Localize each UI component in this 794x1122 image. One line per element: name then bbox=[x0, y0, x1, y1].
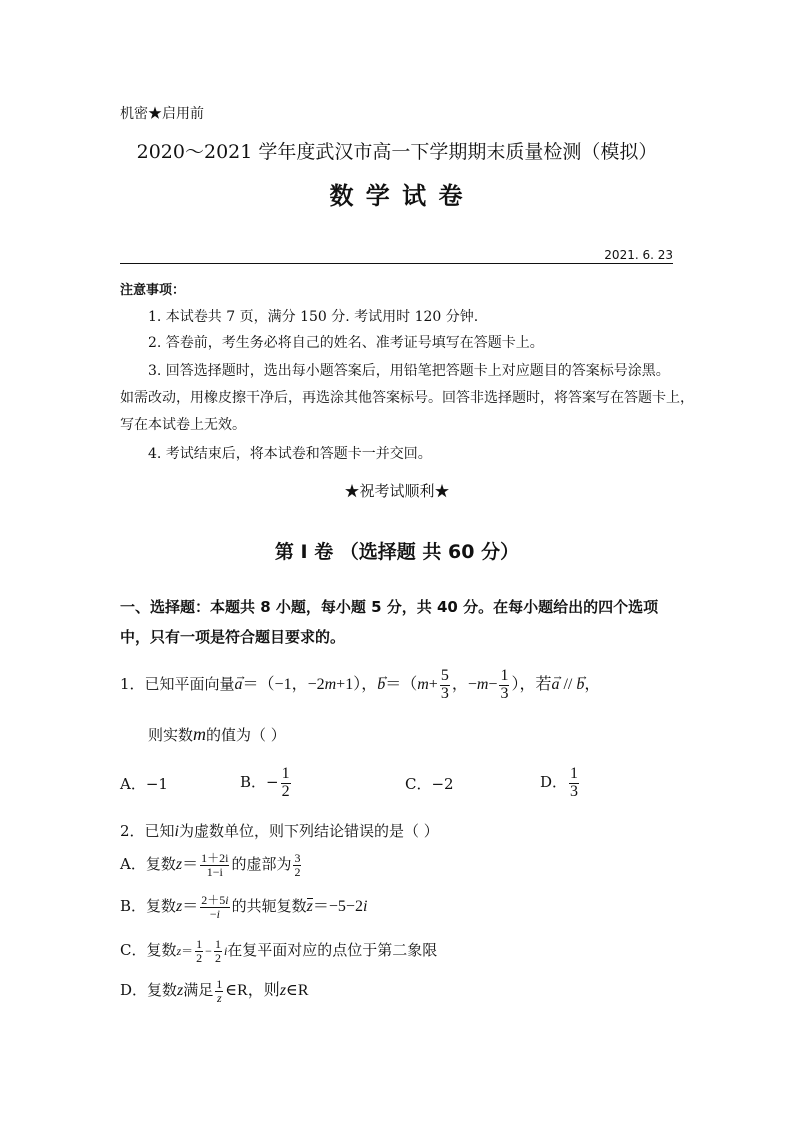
exam-date: 2021. 6. 23 bbox=[604, 248, 673, 262]
numerator bbox=[200, 894, 229, 907]
denominator: 3 bbox=[500, 684, 509, 702]
denominator: 2 bbox=[196, 950, 203, 965]
denominator: 3 bbox=[570, 782, 579, 800]
vector-b-open: ＝（ bbox=[385, 676, 418, 693]
section-instruction: 一、选择题：本题共 8 小题，每小题 5 分，共 40 分。在每小题给出的四个选项 bbox=[120, 598, 659, 616]
fraction-1-z bbox=[215, 978, 223, 1004]
var-z: z bbox=[175, 856, 183, 873]
q2-option-b bbox=[120, 886, 367, 927]
note-item-3-end: 写在本试卷上无效。 bbox=[120, 417, 246, 433]
fraction-expr bbox=[200, 894, 229, 920]
var-i: i bbox=[216, 906, 221, 921]
numerator: 1 bbox=[281, 764, 290, 782]
plus-sign: + bbox=[428, 676, 438, 693]
denominator: z bbox=[216, 990, 222, 1005]
option-label: D．复数 bbox=[120, 981, 178, 999]
var-z: z bbox=[177, 982, 184, 999]
membership-text: ∈R，则 bbox=[225, 982, 280, 999]
numerator: 1 bbox=[570, 764, 579, 782]
note-item-1: 1. 本试卷共 7 页，满分 150 分. 考试用时 120 分钟. bbox=[148, 309, 479, 325]
vector-a: → a bbox=[235, 663, 243, 707]
note-item-4: 4. 考试结束后，将本试卷和答题卡一并交回。 bbox=[148, 446, 432, 462]
separator: ，− bbox=[451, 676, 477, 693]
q2-option-d bbox=[120, 970, 309, 1011]
fraction-expr bbox=[200, 852, 229, 878]
q1-option-c: C．−2 bbox=[405, 775, 454, 793]
note-item-2: 2. 答卷前，考生务必将自己的姓名、准考证号填写在答题卡上。 bbox=[148, 335, 544, 351]
equals: ＝ bbox=[182, 856, 199, 873]
numerator: 5 bbox=[440, 667, 449, 685]
denominator bbox=[200, 907, 229, 921]
q2-prefix: 2．已知 bbox=[120, 822, 175, 840]
numerator: 1 bbox=[214, 936, 221, 951]
denominator-text: − bbox=[209, 906, 217, 921]
option-text: 在复平面对应的点位于第二象限 bbox=[227, 941, 438, 959]
denominator: 1−i bbox=[200, 865, 229, 879]
numerator-text: 2＋5 bbox=[201, 892, 226, 907]
var-z: z bbox=[176, 898, 183, 915]
note-item-3-cont: 如需改动，用橡皮擦干净后，再选涂其他答案标号。回答非选择题时，将答案写在答题卡上， bbox=[120, 390, 694, 406]
section-instruction-cont: 中，只有一项是符合题目要求的。 bbox=[120, 628, 346, 646]
fraction-5-3 bbox=[440, 668, 450, 703]
var-i: i bbox=[174, 823, 179, 840]
q2-option-c bbox=[120, 930, 437, 971]
option-text: 的虚部为 bbox=[231, 855, 292, 873]
fraction-1-2 bbox=[195, 938, 203, 964]
var-i: i bbox=[225, 892, 229, 907]
numerator: 1 bbox=[216, 976, 223, 991]
vector-b: → b bbox=[576, 663, 584, 707]
denominator: 2 bbox=[281, 782, 290, 800]
numerator: 1 bbox=[500, 667, 509, 685]
confidential-label: 机密★启用前 bbox=[120, 106, 204, 122]
conjugate-value: ＝−5−2 bbox=[312, 898, 363, 915]
question-1-line2 bbox=[148, 724, 286, 745]
numerator: 1 bbox=[196, 936, 203, 951]
vector-b-close: ），若 bbox=[511, 676, 552, 693]
option-label: A．复数 bbox=[120, 855, 176, 873]
minus-sign: − bbox=[488, 676, 498, 693]
fraction-3-2 bbox=[293, 852, 301, 878]
good-luck: ★祝考试顺利★ bbox=[344, 482, 450, 500]
q1-option-d bbox=[540, 760, 581, 804]
var-m: m bbox=[476, 676, 489, 693]
q1-prefix: 1．已知平面向量 bbox=[120, 675, 235, 693]
vector-a: → a bbox=[551, 663, 559, 707]
denominator: 3 bbox=[440, 684, 449, 702]
q1-line2-prefix: 则实数 bbox=[148, 726, 194, 744]
membership-end: ∈R bbox=[286, 982, 309, 999]
fraction-1-3 bbox=[499, 668, 509, 703]
fraction-1-2 bbox=[281, 766, 291, 801]
option-label: B．− bbox=[240, 773, 279, 791]
parallel-symbol: // bbox=[559, 676, 577, 693]
var-m: m bbox=[193, 724, 207, 744]
option-label: B．复数 bbox=[120, 897, 177, 915]
var-i: i bbox=[362, 898, 368, 915]
minus-sign: − bbox=[205, 944, 212, 958]
var-z: z bbox=[279, 982, 287, 999]
var-i: i bbox=[223, 944, 228, 958]
option-text: 的共轭复数 bbox=[231, 897, 307, 915]
vector-a-close: +1）， bbox=[336, 676, 378, 693]
conjugate-z: z bbox=[306, 898, 313, 915]
exam-title: 2020～2021 学年度武汉市高一下学期期末质量检测（模拟） bbox=[136, 141, 658, 163]
option-text: 满足 bbox=[183, 981, 214, 999]
vector-a-open: ＝（−1，−2 bbox=[242, 676, 325, 693]
q2-suffix: 为虚数单位，则下列结论错误的是（ ） bbox=[179, 822, 439, 840]
numerator: 1＋2i bbox=[201, 850, 229, 865]
vector-b: → b bbox=[377, 663, 385, 707]
denominator: 2 bbox=[294, 864, 301, 879]
comma: ， bbox=[584, 676, 601, 693]
fraction-1-2 bbox=[214, 938, 222, 964]
equals: ＝ bbox=[181, 944, 194, 958]
question-2 bbox=[120, 820, 439, 841]
var-m: m bbox=[324, 676, 337, 693]
subject-title: 数 学 试 卷 bbox=[329, 181, 465, 210]
header-rule bbox=[120, 263, 673, 264]
part1-title: 第 Ⅰ 卷 （选择题 共 60 分） bbox=[274, 541, 520, 563]
q1-line2-suffix: 的值为（ ） bbox=[206, 726, 286, 744]
q2-option-a bbox=[120, 844, 303, 885]
option-label: C．复数 bbox=[120, 941, 177, 959]
equals: ＝ bbox=[182, 898, 199, 915]
var-z: z bbox=[176, 944, 182, 958]
question-1 bbox=[120, 662, 600, 706]
q1-option-a: A．−1 bbox=[120, 775, 168, 793]
numerator: 3 bbox=[294, 850, 301, 865]
q1-option-b bbox=[240, 760, 293, 804]
denominator: 2 bbox=[214, 950, 221, 965]
option-label: D． bbox=[540, 773, 568, 791]
fraction-1-3 bbox=[569, 766, 579, 801]
var-m: m bbox=[417, 676, 429, 693]
note-item-3: 3. 回答选择题时，选出每小题答案后，用铅笔把答题卡上对应题目的答案标号涂黑。 bbox=[148, 363, 670, 379]
notes-heading: 注意事项： bbox=[120, 283, 186, 298]
